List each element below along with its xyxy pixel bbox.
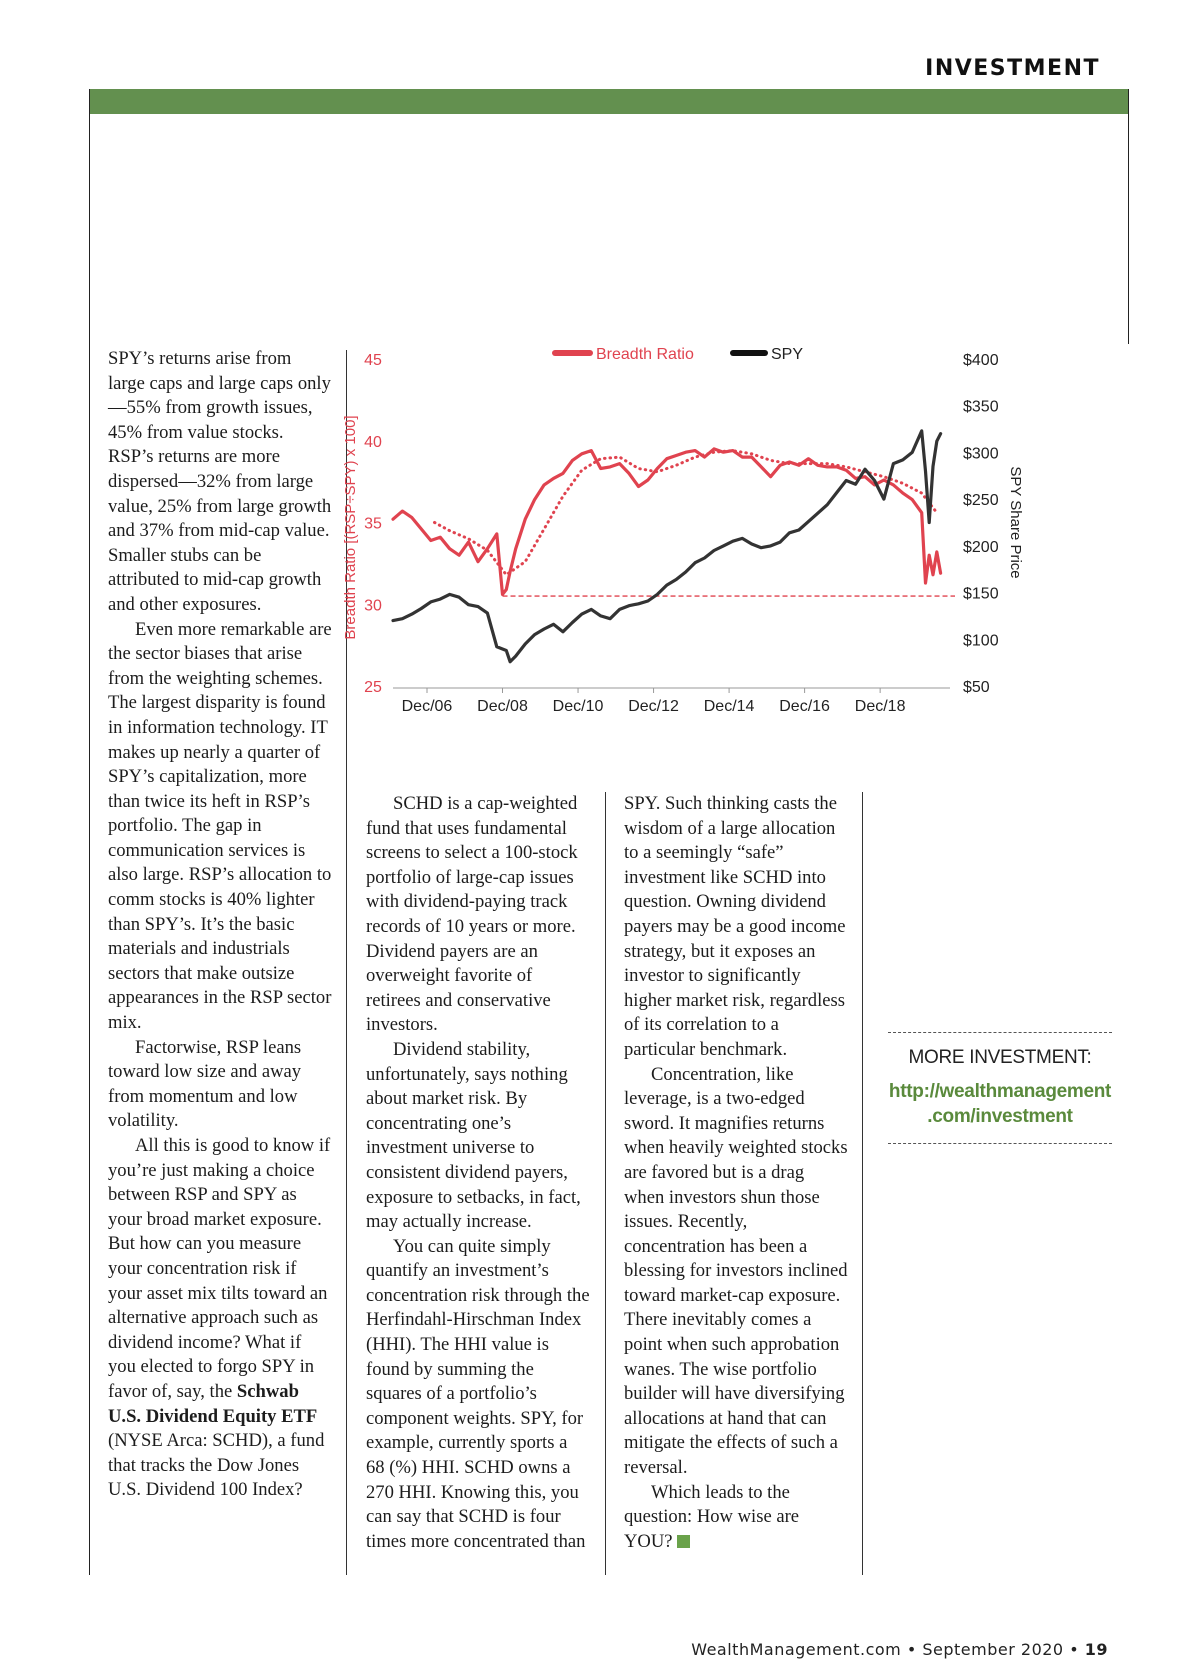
y-right-tick-label: $200 <box>963 538 999 556</box>
y-right-tick-label: $100 <box>963 632 999 650</box>
footer-date: September 2020 <box>922 1640 1064 1659</box>
y-left-tick-label: 25 <box>364 679 382 696</box>
breadth-ratio-trend-line <box>435 451 937 575</box>
footer-separator: • <box>1069 1640 1080 1659</box>
paragraph-text: Which leads to the question: How wise are YOU? <box>624 1481 800 1552</box>
more-investment-box <box>888 1032 1112 1144</box>
x-tick-label: Dec/18 <box>854 698 906 715</box>
spy-price-line <box>393 431 941 662</box>
y-left-tick-label: 30 <box>364 597 382 615</box>
dashed-divider <box>888 1032 1112 1033</box>
link-line-2[interactable]: .com/investment <box>927 1106 1073 1127</box>
page-number: 19 <box>1084 1640 1108 1659</box>
footer-separator: • <box>906 1640 917 1659</box>
paragraph: Factorwise, RSP leans toward low size and away from momentum and low volatility. <box>108 1036 302 1132</box>
paragraph-text: (NYSE Arca: SCHD), a fund that tracks the Dow Jones U.S. Dividend 100 Index? <box>108 1430 325 1501</box>
more-investment-link[interactable] <box>888 1079 1112 1129</box>
section-label: INVESTMENT <box>925 56 1100 81</box>
dashed-divider <box>888 1143 1112 1144</box>
paragraph <box>624 1481 848 1555</box>
end-mark-icon <box>677 1535 690 1548</box>
y-left-axis-title: Breadth Ratio [(RSP÷SPY) x 100] <box>342 415 359 640</box>
fund-name-bold: Schwab U.S. Dividend Equity ETF <box>108 1380 318 1427</box>
y-left-tick-label: 45 <box>364 352 382 369</box>
paragraph: Concentration, like leverage, is a two-edged sword. It magnifies returns when heavily weighted stocks are favored but is a drag when investors shun those issues. Recently, concentration has been a blessing for investors inclined toward market-cap exposure. There inevitably comes a point when such approbation wanes. The wise portfolio builder will have diversifying allocations at hand that can mitigate the effects of such a reversal. <box>624 1063 848 1479</box>
x-tick-label: Dec/06 <box>401 698 453 715</box>
legend-breadth-label: Breadth Ratio <box>596 346 694 363</box>
y-right-tick-label: $300 <box>963 445 999 463</box>
footer-site: WealthManagement.com <box>691 1640 902 1659</box>
y-left-tick-label: 40 <box>364 433 382 451</box>
y-left-tick-label: 35 <box>364 515 382 533</box>
more-investment-title: MORE INVESTMENT: <box>908 1047 1092 1068</box>
breadth-ratio-spy-chart <box>342 340 1115 780</box>
paragraph: SPY. Such thinking casts the wisdom of a large allocation to a seemingly “safe” investment like SCHD into question. Owning dividend payers may be a good income strategy, but it exposes an investor to significantly higher market risk, regardless of its correlation to a particular benchmark. <box>624 793 846 1060</box>
y-right-axis-title: SPY Share Price <box>1007 466 1024 579</box>
frame-left-rule <box>89 89 90 1575</box>
y-right-tick-label: $400 <box>963 352 999 369</box>
link-line-1[interactable]: http://wealthmanagement <box>888 1081 1112 1102</box>
column-rule <box>605 792 606 1575</box>
page-footer <box>691 1640 1108 1659</box>
y-right-tick-label: $250 <box>963 492 999 510</box>
legend-spy-label: SPY <box>771 346 804 363</box>
paragraph: SCHD is a cap-weighted fund that uses fundamental screens to select a 100-stock portfolio of large-cap issues with dividend-paying track records of 10 years or more. Dividend payers are an overweight favorite of retirees and conservative investors. <box>366 793 578 1036</box>
x-tick-label: Dec/12 <box>628 698 679 715</box>
paragraph: SPY’s returns arise from large caps and large caps only—55% from growth issues, 45% from value stocks. RSP’s returns are more dispersed—32% from large value, 25% from large growth and 37% from mid-cap value. Smaller stubs can be attributed to mid-cap growth and other exposures. <box>108 348 332 615</box>
paragraph: Even more remarkable are the sector biases that arise from the weighting schemes. The largest disparity is found in information technology. IT makes up nearly a quarter of SPY’s capitalization, more than twice its heft in RSP’s portfolio. The gap in communication services is also large. RSP’s allocation to comm stocks is 40% lighter than SPY’s. It’s the basic materials and industrials sectors that make outsize appearances in the RSP sector mix. <box>108 618 332 1034</box>
y-right-tick-label: $150 <box>963 585 999 603</box>
y-right-tick-label: $50 <box>963 679 990 696</box>
paragraph: You can quite simply quantify an investment’s concentration risk through the Herfindahl-Hirschman Index (HHI). The HHI value is found by summing the squares of a portfolio’s component weights. SPY, for example, currently sports a 68 (%) HHI. SCHD owns a 270 HHI. Knowing this, you can say that SCHD is four times more concentrated than <box>366 1235 590 1552</box>
column-rule <box>862 792 863 1575</box>
header-accent-bar <box>89 89 1128 114</box>
paragraph-text: All this is good to know if you’re just making a choice between RSP and SPY as your broad market exposure. But how can you measure your concentration risk if your asset mix tilts toward an alternative approach such as dividend income? What if you elected to forgo SPY in favor of, say, the <box>108 1135 331 1402</box>
x-tick-label: Dec/08 <box>477 698 528 715</box>
x-tick-label: Dec/14 <box>703 698 755 715</box>
paragraph <box>108 1134 332 1503</box>
article-column-3 <box>624 792 848 1554</box>
article-column-1 <box>108 347 332 1503</box>
y-right-tick-label: $350 <box>963 398 999 416</box>
paragraph: Dividend stability, unfortunately, says nothing about market risk. By concentrating one’s investment universe to consistent dividend payers, exposure to setbacks, in fact, may actually increase. <box>366 1038 581 1233</box>
x-tick-label: Dec/10 <box>552 698 604 715</box>
frame-right-rule <box>1128 89 1129 344</box>
x-tick-label: Dec/16 <box>779 698 830 715</box>
article-column-2 <box>366 792 590 1554</box>
